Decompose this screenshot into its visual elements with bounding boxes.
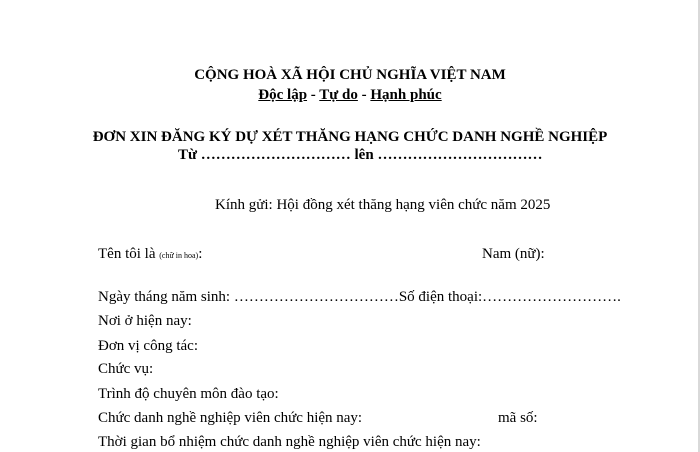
dob-label: Ngày tháng năm sinh:: [98, 289, 231, 305]
name-field: [98, 245, 202, 265]
motto-separator-2: -: [357, 87, 371, 103]
motto-part-3: Hạnh phúc: [370, 87, 442, 103]
name-hint: (chữ in hoa): [159, 251, 199, 260]
nation-heading: CỘNG HOÀ XÃ HỘI CHỦ NGHĨA VIỆT NAM: [194, 67, 506, 83]
rank-from-label: Từ: [178, 147, 198, 163]
rank-from-dots: …………………………: [200, 147, 351, 163]
form-title: ĐƠN XIN ĐĂNG KÝ DỰ XÉT THĂNG HẠNG CHỨC DANH NGHỀ NGHIỆP: [92, 129, 608, 145]
dob-dots: ……………………………: [233, 289, 399, 305]
phone-dots: ……………………….: [482, 289, 621, 305]
motto-part-2: Tự do: [319, 87, 358, 103]
recipient-line: Kính gửi: Hội đồng xét thăng hạng viên chức năm 2025: [215, 197, 551, 213]
motto: [0, 86, 700, 104]
phone-label: Số điện thoại:: [398, 289, 483, 305]
rank-to-label: lên: [354, 147, 374, 163]
qualification-label: Trình độ chuyên môn đào tạo:: [98, 386, 279, 402]
current-title-label: Chức danh nghề nghiệp viên chức hiện nay:: [98, 410, 363, 426]
gender-label: Nam (nữ):: [482, 246, 545, 262]
rank-range: [178, 146, 542, 164]
code-label: mã số:: [498, 410, 538, 426]
appointment-label: Thời gian bổ nhiệm chức danh nghề nghiệp viên chức hiện nay:: [98, 434, 481, 450]
rank-to-dots: ……………………………: [377, 147, 543, 163]
name-colon: :: [198, 246, 203, 262]
workplace-label: Đơn vị công tác:: [98, 338, 198, 354]
position-label: Chức vụ:: [98, 361, 154, 377]
residence-label: Nơi ở hiện nay:: [98, 313, 192, 329]
name-label: Tên tôi là: [98, 246, 156, 262]
motto-separator-1: -: [307, 87, 320, 103]
motto-part-1: Độc lập: [258, 87, 308, 103]
dob-phone-field: [98, 288, 621, 306]
